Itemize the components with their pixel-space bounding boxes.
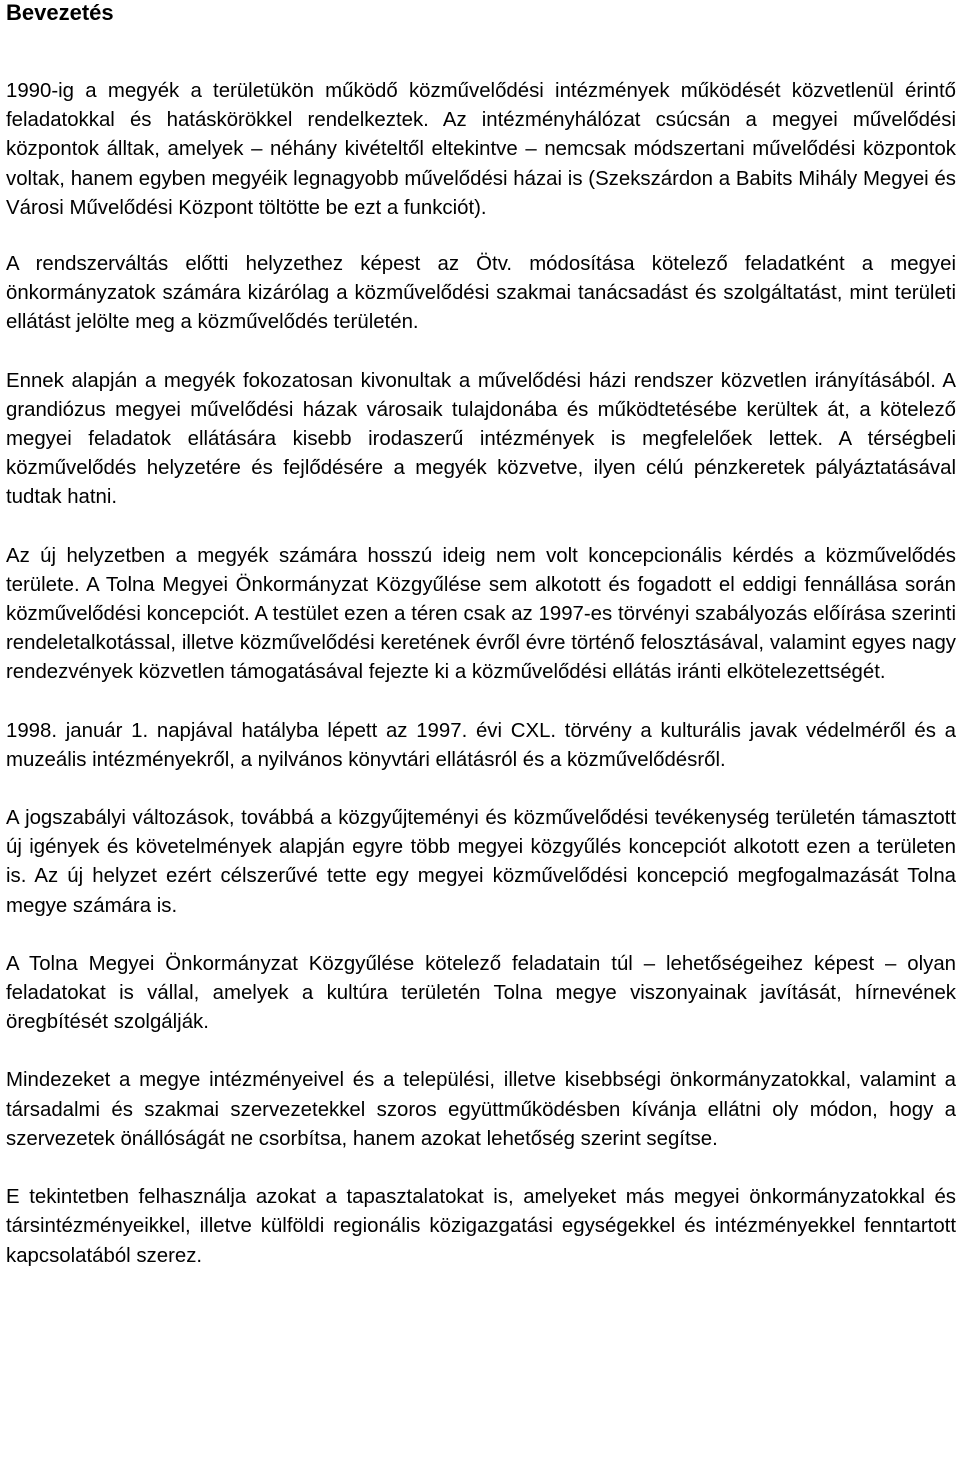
paragraph-regime-change: A rendszerváltás előtti helyzethez képest az Ötv. módosítása kötelező feladatként a megyei önkormányzatok számára kizárólag a közművelődési szakmai tanácsadást és szolgáltatást, mint területi ellátást jelölte meg a közművelődés területén. [6,253,956,334]
paragraph-legal-changes: A jogszabályi változások, továbbá a közgyűjteményi és közművelődési tevékenység területén támasztott új igények és követelmények alapján egyre több megyei közgyűlés koncepciót alkotott ezen a területen is. Az új helyzet ezért célszerűvé tette egy megyei közművelődési koncepció megfogalmazását Tolna megye számára is. [6,807,956,917]
paragraph-experience: E tekintetben felhasználja azokat a tapasztalatokat is, amelyeket más megyei önkormányzatokkal és társintézményeikkel, illetve külföldi regionális közigazgatási egységekkel és intézményekkel fenntartott kapcsolatából szerez. [6,1186,956,1267]
section-heading: Bevezetés [6,0,114,25]
paragraph-cooperation: Mindezeket a megye intézményeivel és a települési, illetve kisebbségi önkormányzatokkal, valamint a társadalmi és szakmai szervezetekkel szoros együttműködésben kívánja ellátni oly módon, hogy a szervezetek önállóságát ne csorbítsa, hanem azokat lehetőség szerint segítse. [6,1069,956,1150]
paragraph-intro: 1990-ig a megyék a területükön működő közművelődési intézmények működését közvetlenül érintő feladatokkal és hatáskörökkel rendelkeztek. Az intézményhálózat csúcsán a megyei művelődési központok álltak, amelyek – néhány kivételtől eltekintve – nemcsak módszertani művelődési központok voltak, hanem egyben megyéik legnagyobb művelődési házai is (Szekszárdon a Babits Mihály Megyei és Városi Művelődési Központ töltötte be ezt a funkciót). [6,80,956,219]
paragraph-new-situation: Az új helyzetben a megyék számára hosszú ideig nem volt koncepcionális kérdés a közművelődés területe. A Tolna Megyei Önkormányzat Közgyűlése sem alkotott és fogadott el eddigi fennállása során közművelődési koncepciót. A testület ezen a téren csak az 1997-es törvényi szabályozás előírása szerinti rendeletalkotással, illetve közművelődési keretének évről évre történő felosztásával, valamint egyes nagy rendezvények közvetlen támogatásával fejezte ki a közművelődési ellátás iránti elkötelezettségét. [6,544,956,684]
paragraph-withdrawal: Ennek alapján a megyék fokozatosan kivonultak a művelődési házi rendszer közvetlen irányításából. A grandiózus megyei művelődési házak városaik tulajdonába és működtetésébe kerültek át, a kötelező megyei feladatok ellátására kisebb irodaszerű intézmények is megfelelőek lettek. A térségbeli közművelődés helyzetére és fejlődésére a megyék közvetve, ilyen célú pénzkeretek pályáztatásával tudtak hatni. [6,369,956,509]
paragraph-law-1997: 1998. január 1. napjával hatályba lépett az 1997. évi CXL. törvény a kulturális javak védelméről és a muzeális intézményekről, a nyilvános könyvtári ellátásról és a közművelődésről. [6,719,956,771]
paragraph-voluntary-tasks: A Tolna Megyei Önkormányzat Közgyűlése kötelező feladatain túl – lehetőségeihez képest – olyan feladatokat is vállal, amelyek a kultúra területén Tolna megye viszonyainak javítását, hírnevének öregbítését szolgálják. [6,952,956,1034]
